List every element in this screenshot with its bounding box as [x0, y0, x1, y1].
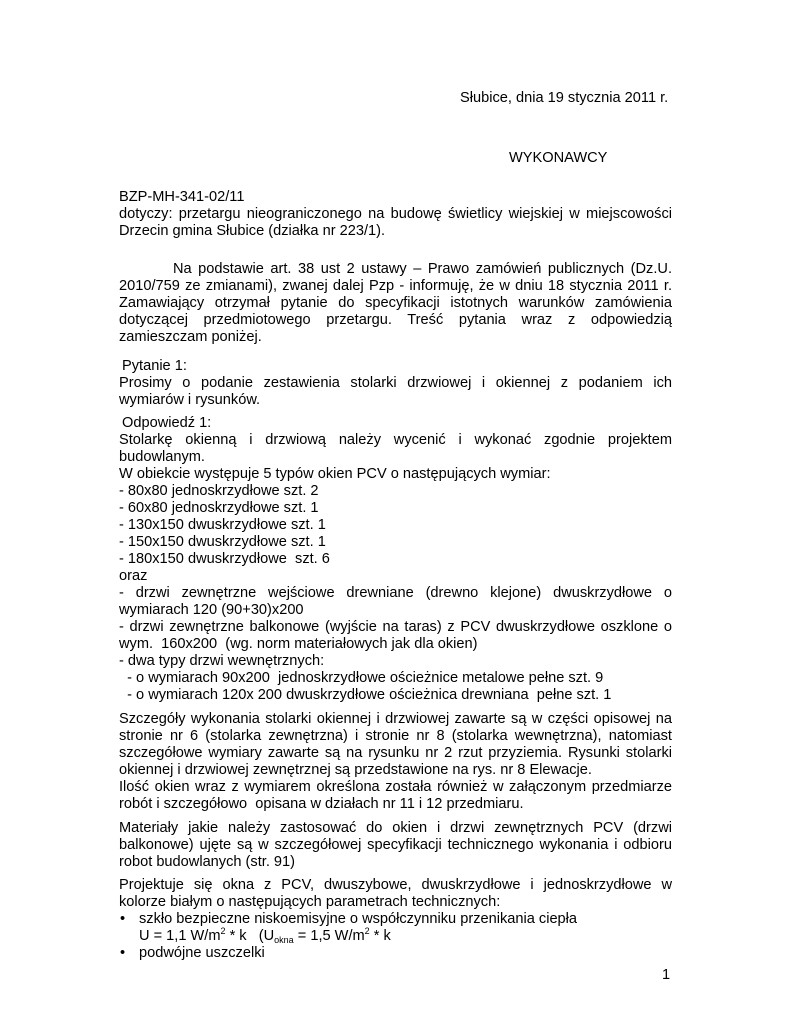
- question-line: Prosimy o podanie zestawienia stolarki drzwiowej i okiennej z podaniem ich: [119, 375, 672, 391]
- intro-line: dotyczącej przedmiotowego przetargu. Treść pytania wraz z odpowiedzią: [119, 312, 672, 328]
- intro-line: 2010/759 ze zmianami), zwanej dalej Pzp - informuję, że w dniu 18 stycznia 2011 r.: [119, 278, 672, 294]
- materials-line: balkonowe) ujęte są w szczegółowej specyfikacji technicznego wykonania i odbioru: [119, 837, 672, 853]
- materials-line: robot budowlanych (str. 91): [119, 854, 296, 870]
- u-prefix: U = 1,1 W/m: [139, 928, 221, 944]
- intro-line: zamieszczam poniżej.: [119, 329, 262, 345]
- door-line: - drzwi zewnętrzne wejściowe drewniane (drewno klejone) dwuskrzydłowe o: [119, 585, 672, 601]
- question-label: Pytanie 1:: [122, 358, 187, 374]
- u-subscript: okna: [274, 935, 294, 945]
- window-item: - 80x80 jednoskrzydłowe szt. 2: [119, 483, 319, 499]
- door-line: - o wymiarach 120x 200 dwuskrzydłowe ościeżnica drewniana pełne szt. 1: [119, 687, 612, 703]
- bullet-icon: •: [120, 911, 126, 927]
- door-line: wymiarach 120 (90+30)x200: [119, 602, 304, 618]
- details-line: okiennej i drzwiowej zewnętrznej są przedstawione na rys. nr 8 Elewacje.: [119, 762, 592, 778]
- intro-line: Na podstawie art. 38 ust 2 ustawy – Prawo zamówień publicznych (Dz.U.: [173, 261, 672, 277]
- page-number: 1: [662, 967, 671, 983]
- door-line: wym. 160x200 (wg. norm materiałowych jak dla okien): [119, 636, 478, 652]
- design-line: kolorze białym o następujących parametrach technicznych:: [119, 894, 501, 910]
- window-item: - 130x150 dwuskrzydłowe szt. 1: [119, 517, 326, 533]
- details-line: robót i szczegółowo opisana w działach nr 11 i 12 przedmiaru.: [119, 796, 524, 812]
- answer-line: budowlanym.: [119, 449, 205, 465]
- subject-line: Drzecin gmina Słubice (działka nr 223/1).: [119, 223, 386, 239]
- door-line: - dwa typy drzwi wewnętrznych:: [119, 653, 325, 669]
- u-value: [139, 928, 391, 945]
- materials-line: Materiały jakie należy zastosować do okien i drzwi zewnętrznych PCV (drzwi: [119, 820, 672, 836]
- u-exponent: 2: [220, 926, 226, 936]
- u-mid2: = 1,5 W/m: [293, 928, 365, 944]
- answer-label: Odpowiedź 1:: [122, 415, 212, 431]
- design-bullet: podwójne uszczelki: [139, 945, 265, 961]
- details-line: Szczegóły wykonania stolarki okiennej i drzwiowej zawarte są w części opisowej na: [119, 711, 672, 727]
- u-mid: * k (U: [225, 928, 275, 944]
- door-line: - drzwi zewnętrzne balkonowe (wyjście na taras) z PCV dwuskrzydłowe oszklone o: [119, 619, 672, 635]
- place-date: Słubice, dnia 19 stycznia 2011 r.: [460, 90, 669, 106]
- recipient: WYKONAWCY: [509, 150, 608, 166]
- intro-line: Zamawiający otrzymał pytanie do specyfikacji istotnych warunków zamówienia: [119, 295, 672, 311]
- door-line: - o wymiarach 90x200 jednoskrzydłowe ościeżnice metalowe pełne szt. 9: [119, 670, 604, 686]
- details-line: Ilość okien wraz z wymiarem określona została również w załączonym przedmiarze: [119, 779, 672, 795]
- design-bullet: szkło bezpieczne niskoemisyjne o współczynniku przenikania ciepła: [139, 911, 578, 927]
- answer-line: Stolarkę okienną i drzwiową należy wycenić i wykonać zgodnie projektem: [119, 432, 672, 448]
- subject-line: dotyczy: przetargu nieograniczonego na budowę świetlicy wiejskiej w miejscowości: [119, 206, 672, 222]
- window-item: - 150x150 dwuskrzydłowe szt. 1: [119, 534, 326, 550]
- oraz-text: oraz: [119, 568, 148, 584]
- u-exponent2: 2: [364, 926, 370, 936]
- bullet-icon: •: [120, 945, 126, 961]
- answer-line: W obiekcie występuje 5 typów okien PCV o następujących wymiar:: [119, 466, 551, 482]
- reference-number: BZP-MH-341-02/11: [119, 189, 245, 205]
- window-item: - 60x80 jednoskrzydłowe szt. 1: [119, 500, 319, 516]
- window-item: - 180x150 dwuskrzydłowe szt. 6: [119, 551, 330, 567]
- details-line: szczegółowe wymiary zawarte są na rysunku nr 2 rzut przyziemia. Rysunki stolarki: [119, 745, 672, 761]
- design-line: Projektuje się okna z PCV, dwuszybowe, dwuskrzydłowe i jednoskrzydłowe w: [119, 877, 672, 893]
- u-suffix: * k: [369, 928, 391, 944]
- details-line: stronie nr 6 (stolarka zewnętrzna) i stronie nr 8 (stolarka wewnętrzna), natomiast: [119, 728, 672, 744]
- question-line: wymiarów i rysunków.: [119, 392, 261, 408]
